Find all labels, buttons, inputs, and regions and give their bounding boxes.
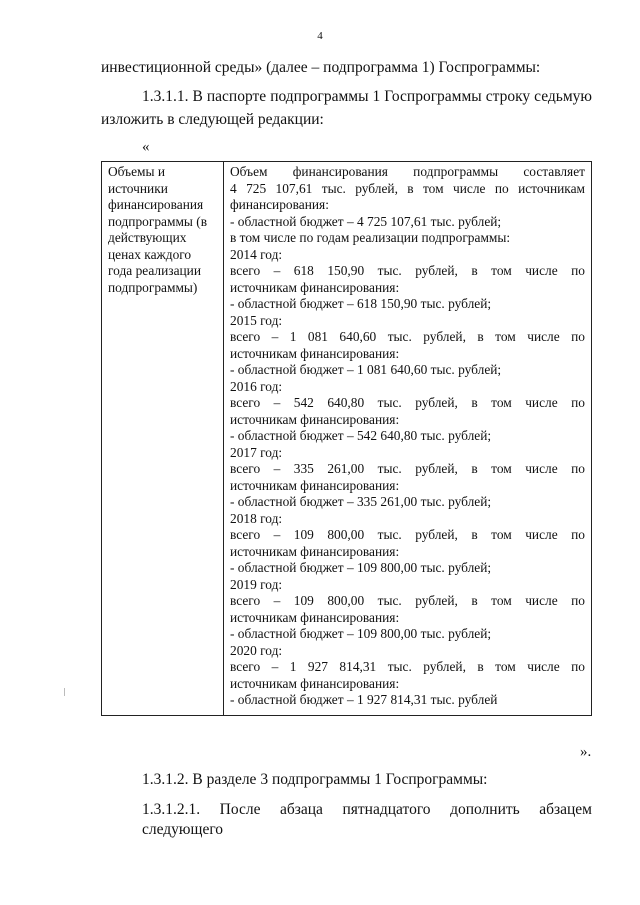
year-sources: источникам финансирования: [230,675,400,691]
summary-line: 4 725 107,61 тыс. рублей, в том числе по источникам [230,180,585,196]
year-sources: источникам финансирования: [230,279,400,295]
row-label-line: финансирования [108,197,204,212]
year-total: всего – 542 640,80 тыс. рублей, в том числе по [230,395,585,410]
year-total: всего – 335 261,00 тыс. рублей, в том числе по [230,461,585,476]
scan-mark [64,688,65,696]
year-total: всего – 109 800,00 тыс. рублей, в том числе по [230,527,585,542]
item-1-3-1-2-1: 1.3.1.2.1. После абзаца пятнадцатого дополнить абзацем следующего [142,801,592,838]
year-heading: 2020 год: [230,642,283,658]
year-heading: 2019 год: [230,576,283,592]
passport-table [101,161,592,716]
year-total: всего – 618 150,90 тыс. рублей, в том числе по [230,263,585,278]
year-total: всего – 1 927 814,31 тыс. рублей, в том числе по [230,659,585,674]
year-heading: 2017 год: [230,444,283,460]
year-total: всего – 1 081 640,60 тыс. рублей, в том числе по [230,329,585,344]
summary-line: - областной бюджет – 4 725 107,61 тыс. рублей; [230,213,502,229]
year-heading: 2018 год: [230,510,283,526]
table-row [102,162,592,716]
item-1-3-1-2: 1.3.1.2. В разделе 3 подпрограммы 1 Госпрограммы: [142,771,488,788]
year-sources: источникам финансирования: [230,477,400,493]
year-total: всего – 109 800,00 тыс. рублей, в том числе по [230,593,585,608]
row-label-line: подпрограммы) [108,279,198,295]
year-budget: - областной бюджет – 335 261,00 тыс. рублей; [230,494,492,509]
summary-line: Объем финансирования подпрограммы составляет [230,164,585,179]
summary-line: финансирования: [230,197,329,212]
year-sources: источникам финансирования: [230,345,400,361]
year-heading: 2016 год: [230,378,283,394]
close-quote: ». [580,744,592,760]
year-budget: - областной бюджет – 109 800,00 тыс. рублей; [230,626,492,641]
year-sources: источникам финансирования: [230,411,400,427]
row-label-line: Объемы и [108,164,166,179]
year-heading: 2014 год: [230,246,283,262]
year-sources: источникам финансирования: [230,543,400,559]
row-label-line: года реализации [108,263,202,278]
funding-details-cell [224,162,592,716]
year-budget: - областной бюджет – 1 081 640,60 тыс. рублей; [230,362,502,377]
row-label-line: ценах каждого [108,246,192,262]
row-label-line: подпрограммы (в [108,213,208,229]
year-budget: - областной бюджет – 109 800,00 тыс. рублей; [230,560,492,575]
year-heading: 2015 год: [230,312,283,328]
year-budget: - областной бюджет – 618 150,90 тыс. рублей; [230,296,492,311]
row-label-line: действующих [108,230,187,245]
open-quote: « [142,139,150,155]
year-sources: источникам финансирования: [230,609,400,625]
intro-line: инвестиционной среды» (далее – подпрограмма 1) Госпрограммы: [101,59,541,76]
year-budget: - областной бюджет – 542 640,80 тыс. рублей; [230,428,492,443]
row-label-cell [102,162,224,716]
row-label-line: источники [108,180,168,196]
summary-line: в том числе по годам реализации подпрограммы: [230,230,511,245]
year-budget: - областной бюджет – 1 927 814,31 тыс. рублей [230,692,498,707]
page-number: 4 [317,30,323,42]
item-1-3-1-1-line1: 1.3.1.1. В паспорте подпрограммы 1 Госпрограммы строку седьмую [142,88,592,105]
item-1-3-1-1-line2: изложить в следующей редакции: [101,111,324,128]
